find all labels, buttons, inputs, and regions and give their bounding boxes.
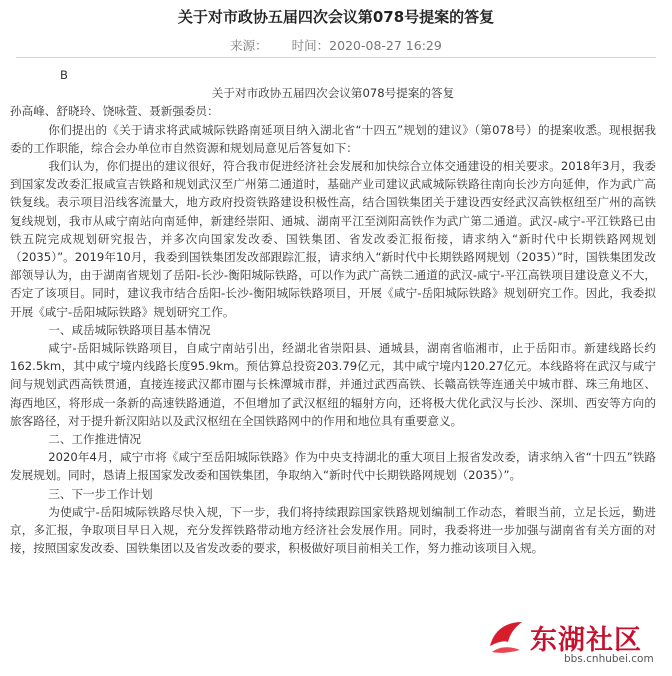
watermark-url: bbs.cnhubei.com xyxy=(564,653,654,665)
article-meta xyxy=(0,36,672,54)
paragraph-intro: 你们提出的《关于请求将武咸城际铁路南延项目纳入湖北省“十四五”规划的建议》（第078号）的提案收悉。现根据我委的工作职能，综合会办单位市自然资源和规划局意见后答复如下： xyxy=(10,122,656,155)
article-body xyxy=(10,66,656,557)
divider xyxy=(16,57,656,58)
source-label: 来源： xyxy=(230,38,268,53)
hubei-logo-icon xyxy=(484,616,528,660)
salutation: 孙高峰、舒晓玲、饶咏萱、聂新强委员： xyxy=(10,104,219,119)
doc-mark: B xyxy=(60,68,68,82)
section-heading-2: 二、工作推进情况 xyxy=(48,432,142,447)
publish-time: 时间：2020-08-27 16:29 xyxy=(291,38,442,53)
section-heading-1: 一、咸岳城际铁路项目基本情况 xyxy=(48,322,211,337)
paragraph-background: 我们认为，你们提出的建议很好，符合我市促进经济社会发展和加快综合立体交通建设的相关要求。2018年3月，我委到国家发改委汇报咸宣吉铁路和规划武汉至广州第二通道时，基础产业司建议武咸城际铁路往南向长沙方向延伸，作为武广高铁复线。表示项目沿线客流量大，地方政府投资铁路建设积极性高，结合国铁集团关于建设西安经武汉高铁枢纽至广州的高铁复线规划，我市从咸宁南站向南延伸，新建经崇阳、通城、湖南平江至浏阳高铁作为武广第二通道。武汉-咸宁-平江铁路已由铁五院完成规划研究报告，并多次向国家发改委、国铁集团、省发改委汇报衔接，请求纳入“新时代中长期铁路网规划（2035）”。2019年10月，我委到国铁集团发改部跟踪汇报，请求纳入“新时代中长期铁路网规划（2035）”时，国铁集团发改部领导认为，由于湖南省规划了岳阳-长沙-衡阳城际铁路，可以作为武广高铁二通道的武汉-咸宁-平江高铁项目建设意义不大，否定了该项目。同时，建议我市结合岳阳-长沙-衡阳城际铁路项目，开展《咸宁-岳阳城际铁路》规划研究工作。因此，我委拟开展《咸宁-岳阳城际铁路》规划研究工作。 xyxy=(10,159,656,319)
paragraph-progress: 2020年4月，咸宁市将《咸宁至岳阳城际铁路》作为中央支持湖北的重大项目上报省发改委，请求纳入省“十四五”铁路发展规划。同时，恳请上报国家发改委和国铁集团，争取纳入“新时代中长期铁路网规划（2035）”。 xyxy=(10,450,656,483)
section-heading-3: 三、下一步工作计划 xyxy=(48,486,153,501)
page-title: 关于对市政协五届四次会议第078号提案的答复 xyxy=(177,8,495,26)
site-watermark xyxy=(484,616,664,668)
paragraph-project-info: 咸宁-岳阳城际铁路项目，自咸宁南站引出，经湖北省崇阳县、通城县，湖南省临湘市，止于岳阳市。新建线路长约162.5km，其中咸宁境内线路长度95.9km。预估算总投资203.79亿元，其中咸宁境内120.27亿元。本线路将在武汉与咸宁间与规划武西高铁贯通，直接连接武汉都市圈与长株潭城市群，并通过武西高铁、长赣高铁等连通关中城市群、珠三角地区、海西地区，将形成一条新的高速铁路通道，不但增加了武汉枢纽的辐射方向，还将极大优化武汉与长沙、深圳、西安等方向的旅客路径，对于提升新汉阳站以及武汉枢纽在全国铁路网中的作用和地位具有重要意义。 xyxy=(10,341,656,428)
paragraph-plan: 为使咸宁-岳阳城际铁路尽快入规，下一步，我们将持续跟踪国家铁路规划编制工作动态，着眼当前，立足长远，勤进京，多汇报，争取项目早日入规，充分发挥铁路带动地方经济社会发展作用。同时，我委将进一步加强与湖南省有关方面的对接，按照国家发改委、国铁集团以及省发改委的要求，积极做好项目前相关工作，努力推动该项目入规。 xyxy=(10,504,656,556)
watermark-brand: 东湖社区 xyxy=(530,625,642,656)
doc-subtitle: 关于对市政协五届四次会议第078号提案的答复 xyxy=(211,86,455,101)
